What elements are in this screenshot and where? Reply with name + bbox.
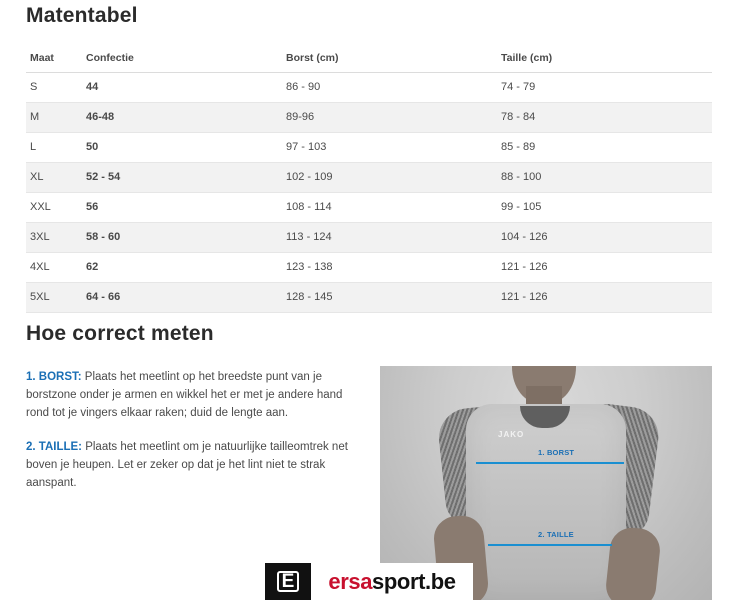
logo-word-part1: ersa xyxy=(328,568,373,594)
cell-confectie: 52 - 54 xyxy=(86,163,286,193)
waist-measure-line xyxy=(488,544,612,546)
cell-taille: 85 - 89 xyxy=(501,133,712,163)
cell-borst: 89-96 xyxy=(286,103,501,133)
chest-measure-label: 1. BORST xyxy=(538,448,575,457)
cell-maat: L xyxy=(26,133,86,163)
measure-item-chest-lead: 1. BORST: xyxy=(26,371,82,383)
shirt-brand-text: JAKO xyxy=(498,430,525,439)
cell-borst: 86 - 90 xyxy=(286,73,501,103)
chest-measure-line xyxy=(476,462,624,464)
measure-item-waist-lead: 2. TAILLE: xyxy=(26,441,83,453)
cell-taille: 88 - 100 xyxy=(501,163,712,193)
cell-borst: 102 - 109 xyxy=(286,163,501,193)
cell-borst: 113 - 124 xyxy=(286,223,501,253)
cell-borst: 108 - 114 xyxy=(286,193,501,223)
cell-confectie: 46-48 xyxy=(86,103,286,133)
cell-taille: 74 - 79 xyxy=(501,73,712,103)
cell-taille: 121 - 126 xyxy=(501,283,712,313)
table-row xyxy=(26,103,712,133)
measure-item-waist xyxy=(26,438,356,492)
ersasport-logo[interactable] xyxy=(265,563,473,600)
size-table-title: Matentabel xyxy=(26,4,138,27)
cell-confectie: 44 xyxy=(86,73,286,103)
cell-confectie: 58 - 60 xyxy=(86,223,286,253)
logo-word-part2: sport xyxy=(372,568,426,594)
table-header-row xyxy=(26,46,712,73)
cell-maat: M xyxy=(26,103,86,133)
measure-item-chest xyxy=(26,368,356,422)
logo-mark-letter: E xyxy=(277,571,300,592)
cell-taille: 78 - 84 xyxy=(501,103,712,133)
logo-word-part3: .be xyxy=(425,568,456,594)
cell-maat: 4XL xyxy=(26,253,86,283)
how-to-measure-title: Hoe correct meten xyxy=(26,322,214,345)
table-row xyxy=(26,193,712,223)
table-row xyxy=(26,283,712,313)
cell-taille: 99 - 105 xyxy=(501,193,712,223)
cell-maat: 5XL xyxy=(26,283,86,313)
how-to-measure-text xyxy=(26,368,356,492)
size-table-section xyxy=(26,4,712,313)
size-table xyxy=(26,46,712,313)
measure-item-waist-body: Plaats het meetlint om je natuurlijke tailleomtrek net boven je heupen. Let er zeker op dat je het lint niet te strak aanspant. xyxy=(26,441,348,489)
cell-borst: 123 - 138 xyxy=(286,253,501,283)
cell-confectie: 50 xyxy=(86,133,286,163)
table-row xyxy=(26,73,712,103)
size-table-body xyxy=(26,73,712,313)
table-row xyxy=(26,163,712,193)
model-arm-right xyxy=(604,526,662,600)
cell-borst: 97 - 103 xyxy=(286,133,501,163)
cell-taille: 121 - 126 xyxy=(501,253,712,283)
logo-wordmark xyxy=(311,563,473,600)
column-header-borst: Borst (cm) xyxy=(286,46,501,73)
table-row xyxy=(26,223,712,253)
column-header-confectie: Confectie xyxy=(86,46,286,73)
cell-confectie: 62 xyxy=(86,253,286,283)
logo-mark-icon xyxy=(265,563,311,600)
size-table-head xyxy=(26,46,712,73)
cell-taille: 104 - 126 xyxy=(501,223,712,253)
column-header-taille: Taille (cm) xyxy=(501,46,712,73)
cell-maat: 3XL xyxy=(26,223,86,253)
measure-item-chest-body: Plaats het meetlint op het breedste punt van je borstzone onder je armen en wikkel het er met je andere hand rond tot je vingers elkaar raken; duid de lengte aan. xyxy=(26,371,343,419)
waist-measure-label: 2. TAILLE xyxy=(538,530,574,539)
cell-confectie: 56 xyxy=(86,193,286,223)
cell-maat: XL xyxy=(26,163,86,193)
cell-maat: S xyxy=(26,73,86,103)
cell-borst: 128 - 145 xyxy=(286,283,501,313)
shirt-torso xyxy=(466,404,626,600)
cell-maat: XXL xyxy=(26,193,86,223)
cell-confectie: 64 - 66 xyxy=(86,283,286,313)
table-row xyxy=(26,133,712,163)
column-header-maat: Maat xyxy=(26,46,86,73)
table-row xyxy=(26,253,712,283)
